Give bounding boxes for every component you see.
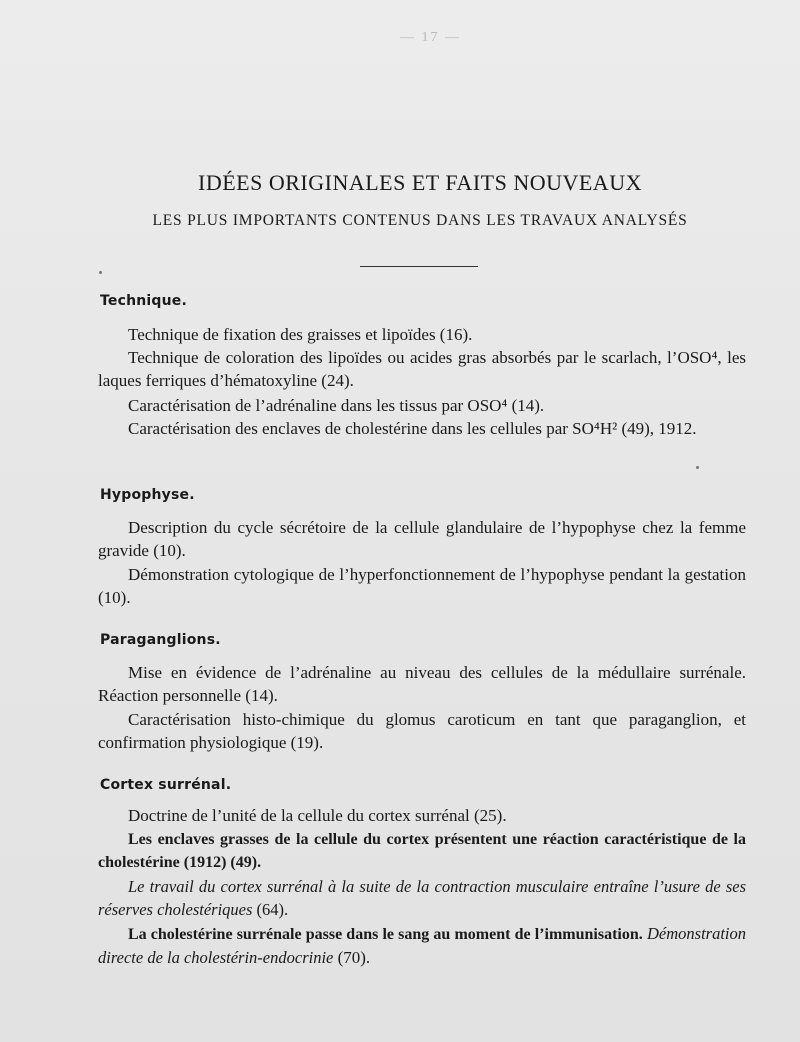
paragraph: Caractérisation des enclaves de cholestérine dans les cellules par SO⁴H² (49), 1912.: [128, 419, 697, 438]
section-heading-cortex: Cortex surrénal.: [100, 777, 232, 793]
paragraph: Doctrine de l’unité de la cellule du cortex surrénal (25).: [128, 806, 507, 825]
italic-text: Le travail du cortex surrénal à la suite de la contraction musculaire entraîne l’usure de ses réserves cholestériques: [98, 877, 746, 919]
speck: [696, 466, 699, 469]
paragraph: Démonstration cytologique de l’hyperfonctionnement de l’hypophyse pendant la gestation (10).: [98, 565, 746, 607]
section-heading-paraganglions: Paraganglions.: [100, 632, 221, 648]
paragraph-italic: [98, 875, 746, 921]
paragraph-mixed: [98, 922, 746, 969]
section-heading-technique: Technique.: [100, 293, 188, 309]
paragraph: Technique de fixation des graisses et lipoïdes (16).: [128, 325, 473, 344]
page-subtitle: LES PLUS IMPORTANTS CONTENUS DANS LES TRAVAUX ANALYSÉS: [152, 212, 688, 229]
page-title: IDÉES ORIGINALES ET FAITS NOUVEAUX: [198, 170, 642, 195]
bold-text: La cholestérine surrénale passe dans le sang au moment de l’immunisation.: [128, 926, 643, 943]
paragraph-bold: Les enclaves grasses de la cellule du cortex présentent une réaction caractéristique de la cholestérine (1912) (49).: [98, 831, 746, 871]
section-heading-hypophyse: Hypophyse.: [100, 487, 195, 503]
paragraph: Caractérisation de l’adrénaline dans les tissus par OSO⁴ (14).: [128, 396, 545, 415]
paragraph: Description du cycle sécrétoire de la cellule glandulaire de l’hypophyse chez la femme gravide (10).: [98, 518, 746, 560]
paragraph: Technique de coloration des lipoïdes ou acides gras absorbés par le scarlach, l’OSO⁴, les laques ferriques d’hématoxyline (24).: [98, 348, 746, 390]
paragraph: Mise en évidence de l’adrénaline au niveau des cellules de la médullaire surrénale. Réaction personnelle (14).: [98, 663, 746, 705]
page-number-mark: — 17 —: [400, 30, 461, 45]
reference-number: (64).: [252, 900, 289, 919]
reference-number: (70).: [333, 948, 371, 967]
italic-text: Démonstration directe de la cholestérin-endocrinie: [98, 924, 747, 967]
paragraph: Caractérisation histo-chimique du glomus caroticum en tant que paraganglion, et confirmation physiologique (19).: [98, 710, 746, 752]
speck: [99, 271, 102, 274]
title-divider: [360, 266, 478, 267]
